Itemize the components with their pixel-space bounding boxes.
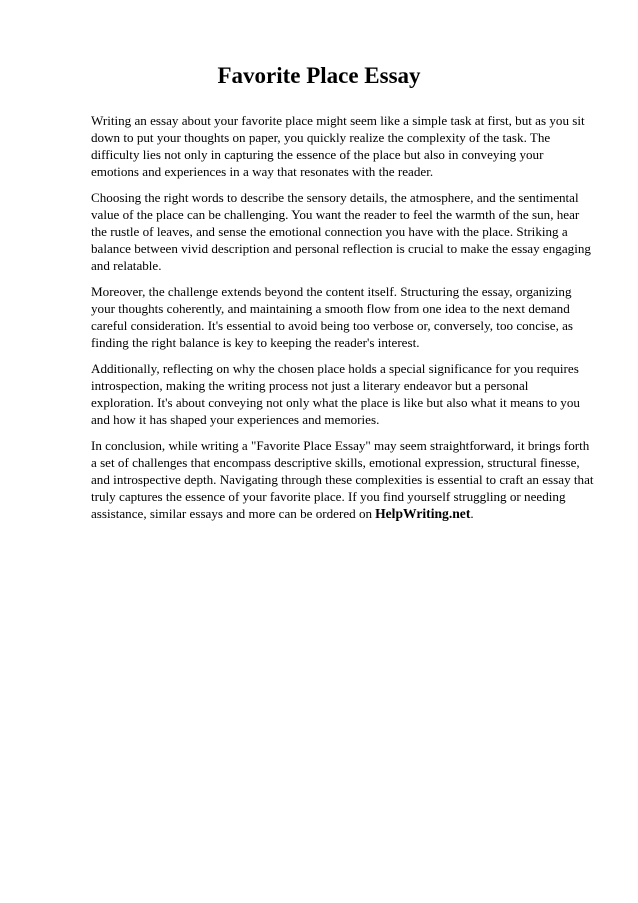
conclusion-period: . [470,506,474,521]
paragraph-intro: Writing an essay about your favorite place might seem like a simple task at first, but as you sit down to put your thoughts on paper, you quickly realize the complexity of the task. The difficulty lies not only in capturing the essence of the place but also in conveying your emotions and experiences in a way that resonates with the reader. [91,113,585,179]
paragraph-reflection: Additionally, reflecting on why the chosen place holds a special significance for you requires introspection, making the writing process not just a literary endeavor but a personal exploration. It's about conveying not only what the place is like but also what it means to you and how it has shaped your experiences and memories. [91,361,580,427]
helpwriting-link[interactable]: HelpWriting.net [375,506,471,521]
page-title: Favorite Place Essay [217,63,421,88]
paragraph-words: Choosing the right words to describe the sensory details, the atmosphere, and the sentimental value of the place can be challenging. You want the reader to feel the warmth of the sun, hear the rustle of leaves, and sense the emotional connection you have with the place. Striking a balance between vivid description and personal reflection is crucial to make the essay engaging and relatable. [91,190,591,273]
paragraph-structure: Moreover, the challenge extends beyond the content itself. Structuring the essay, organizing your thoughts coherently, and maintaining a smooth flow from one idea to the next demand careful consideration. It's essential to avoid being too verbose or, conversely, too concise, as finding the right balance is key to keeping the reader's interest. [91,284,574,350]
paragraph-conclusion [91,437,594,522]
conclusion-text: In conclusion, while writing a "Favorite Place Essay" may seem straightforward, it brings forth a set of challenges that encompass descriptive skills, emotional expression, structural finesse, and introspective depth. Navigating through these complexities is essential to craft an essay that truly captures the essence of your favorite place. If you find yourself struggling or needing assistance, similar essays and more can be ordered on [91,438,594,521]
